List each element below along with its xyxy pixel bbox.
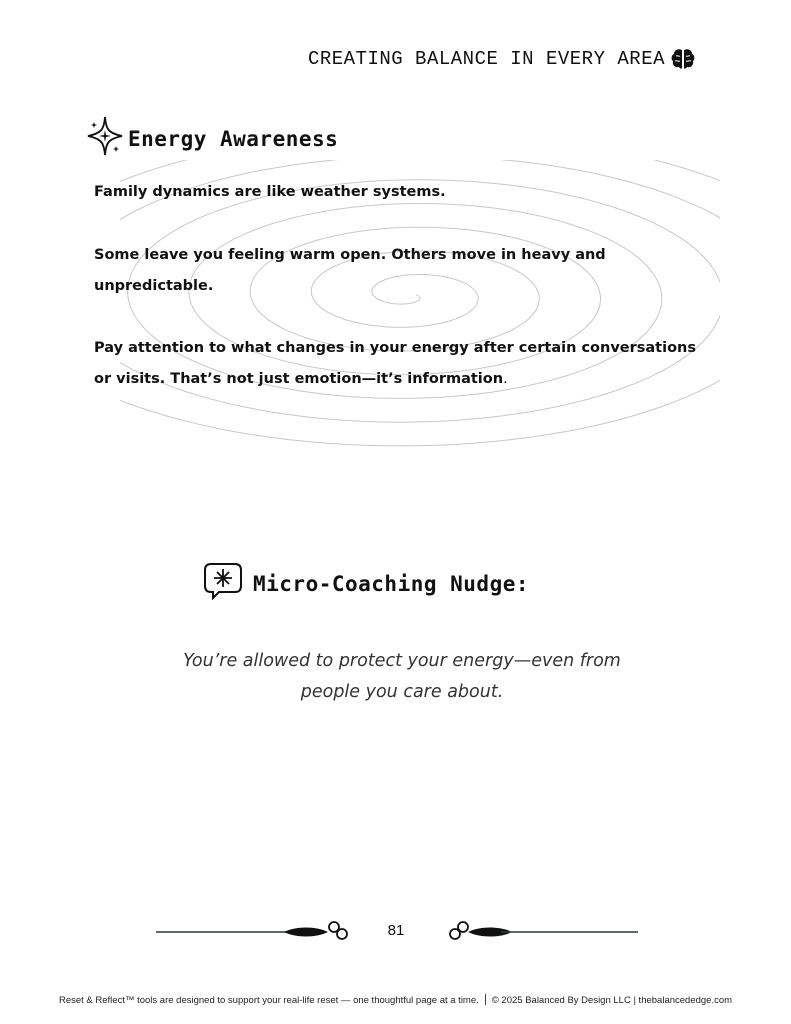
paragraph-3-period: . [503, 371, 508, 387]
paragraph-1: Family dynamics are like weather systems. [94, 184, 446, 200]
running-header [308, 48, 695, 70]
nudge-heading [203, 562, 529, 605]
sparkle-star-icon [86, 116, 124, 161]
footer [0, 994, 791, 1006]
brain-icon [671, 48, 695, 70]
divider-right-ornament [446, 918, 641, 944]
section-heading [86, 116, 338, 161]
nudge-quote [150, 646, 654, 708]
page-number: 81 [387, 922, 405, 939]
paragraph-3 [94, 333, 714, 395]
footer-tagline: Reset & Reflect™ tools are designed to support your real-life reset — one thoughtful page at a time. [58, 995, 479, 1006]
speech-bubble-sparkle-icon [203, 562, 243, 605]
paragraph-3-text: Pay attention to what changes in your energy after certain conversations or visits. That’s not just emotion—it’s information [94, 340, 696, 387]
nudge-title: Micro-Coaching Nudge: [253, 571, 530, 596]
footer-separator [485, 994, 486, 1005]
divider-left-ornament [156, 918, 351, 944]
header-title: CREATING BALANCE IN EVERY AREA [307, 48, 665, 70]
footer-copyright: © 2025 Balanced By Design LLC | thebalancededge.com [491, 995, 733, 1006]
paragraph-2: Some leave you feeling warm open. Others move in heavy and unpredictable. [94, 247, 606, 294]
section-title: Energy Awareness [128, 126, 339, 151]
quote-line-2: people you care about. [300, 682, 504, 702]
quote-line-1: You’re allowed to protect your energy—even from [183, 651, 621, 671]
